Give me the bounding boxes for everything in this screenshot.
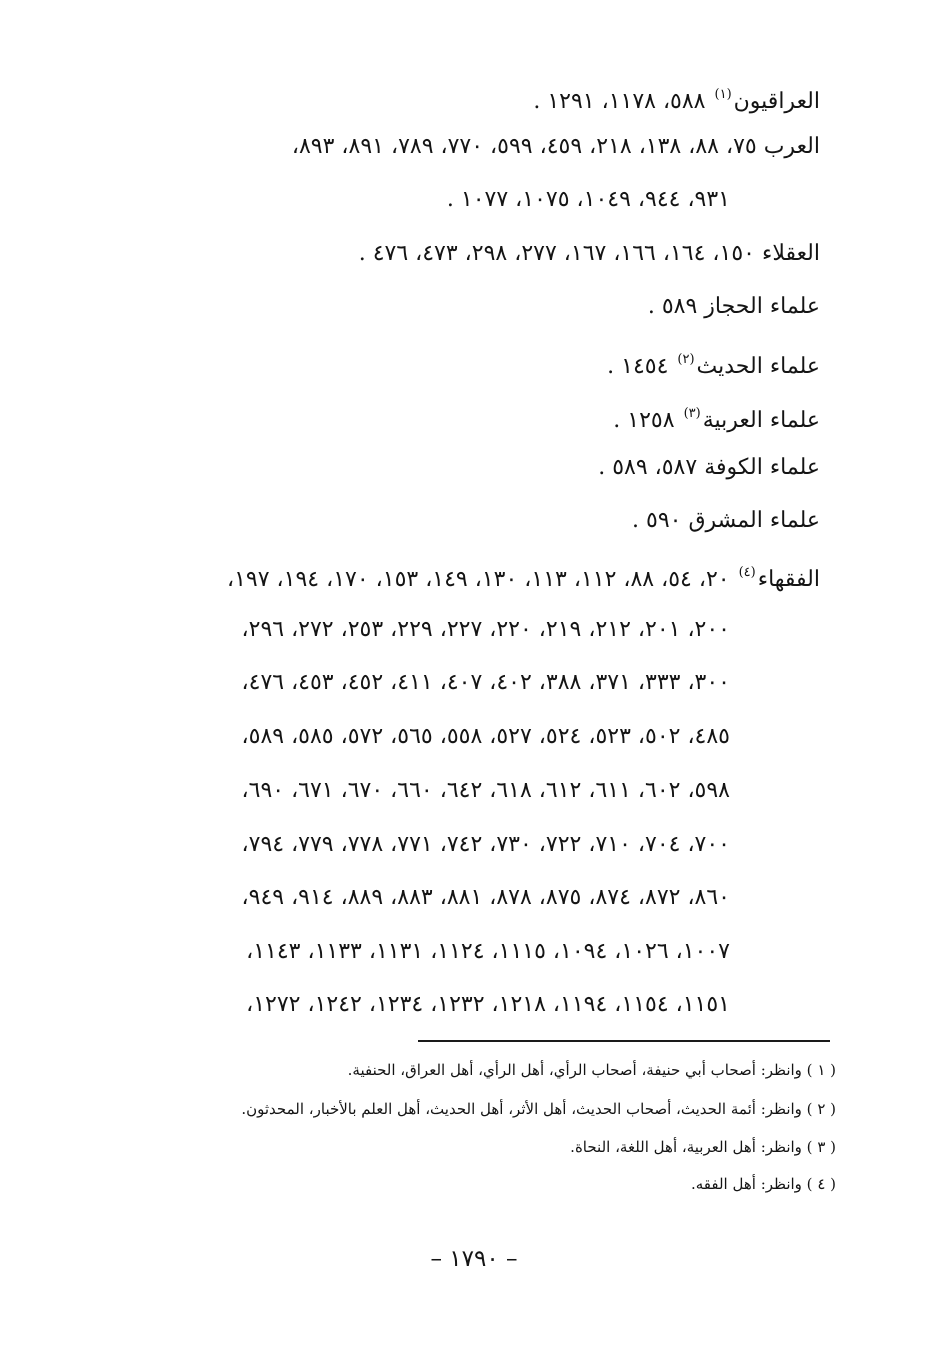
footnote: ( ١ ) وانظر: أصحاب أبي حنيفة، أصحاب الرأي، أهل الرأي، أهل العراق، الحنفية. (347, 1061, 836, 1079)
entry-refs: ١٥٠، ١٦٤، ١٦٦، ١٦٧، ٢٧٧، ٢٩٨، ٤٧٣، ٤٧٦ . (358, 241, 755, 266)
entry-refs: ٤٨٥، ٥٠٢، ٥٢٣، ٥٢٤، ٥٢٧، ٥٥٨، ٥٦٥، ٥٧٢، ٥٨٥، ٥٨٩، (241, 724, 730, 749)
entry-refs: ٣٠٠، ٣٣٣، ٣٧١، ٣٨٨، ٤٠٢، ٤٠٧، ٤١١، ٤٥٢، ٤٥٣، ٤٧٦، (241, 670, 730, 695)
footnote-mark: (٤) (738, 565, 756, 580)
index-entry-continuation (100, 774, 730, 808)
footnote: ( ٤ ) وانظر: أهل الفقه. (691, 1175, 836, 1193)
index-entry (100, 78, 820, 119)
entry-term: علماء الحديث (696, 354, 820, 379)
index-entry (100, 343, 820, 384)
index-entry-continuation (100, 935, 730, 969)
entry-refs: ٧٥، ٨٨، ١٣٨، ٢١٨، ٤٥٩، ٥٩٩، ٧٧٠، ٧٨٩، ٨٩١، ٨٩٣، (291, 134, 757, 159)
footnote-mark: (٣) (683, 406, 701, 421)
entry-term: العرب (763, 134, 820, 159)
entry-refs: ٥٨٩ . (647, 294, 698, 319)
entry-refs: ١٤٥٤ . (607, 354, 669, 379)
entry-term: العقلاء (761, 241, 820, 266)
index-entry (100, 504, 820, 538)
footnote: ( ٣ ) وانظر: أهل العربية، أهل اللغة، النحاة. (570, 1138, 836, 1156)
entry-refs: ١١٥١، ١١٥٤، ١١٩٤، ١٢١٨، ١٢٣٢، ١٢٣٤، ١٢٤٢، ١٢٧٢، (246, 992, 730, 1017)
entry-term: الفقهاء (757, 567, 820, 592)
entry-refs: ٨٦٠، ٨٧٢، ٨٧٤، ٨٧٥، ٨٧٨، ٨٨١، ٨٨٣، ٨٨٩، ٩١٤، ٩٤٩، (241, 885, 730, 910)
entry-refs: ٩٣١، ٩٤٤، ١٠٤٩، ١٠٧٥، ١٠٧٧ . (446, 187, 730, 212)
index-entry-continuation (100, 988, 730, 1022)
entry-refs: ٥٨٧، ٥٨٩ . (598, 455, 698, 480)
index-entry-continuation (100, 828, 730, 862)
entry-refs: ٢٠، ٥٤، ٨٨، ١١٢، ١١٣، ١٣٠، ١٤٩، ١٥٣، ١٧٠، ١٩٤، ١٩٧، (227, 567, 730, 592)
footnote-mark: (١) (714, 87, 732, 102)
index-entry (100, 556, 820, 597)
footnote-separator (418, 1040, 830, 1042)
index-entry-continuation (100, 183, 730, 217)
index-entry (100, 451, 820, 485)
footnote-mark: (٢) (677, 352, 695, 367)
entry-refs: ٧٠٠، ٧٠٤، ٧١٠، ٧٢٢، ٧٣٠، ٧٤٢، ٧٧١، ٧٧٨، ٧٧٩، ٧٩٤، (241, 832, 730, 857)
index-entry-continuation (100, 720, 730, 754)
footnote: ( ٢ ) وانظر: أئمة الحديث، أصحاب الحديث، أهل الأثر، أهل الحديث، أهل العلم بالأخبار، المحدثون. (241, 1100, 836, 1118)
index-entry-continuation (100, 613, 730, 647)
entry-term: علماء الكوفة (704, 455, 820, 480)
entry-refs: ٥٩٠ . (632, 508, 682, 533)
index-entry (100, 237, 820, 271)
entry-refs: ١٠٠٧، ١٠٢٦، ١٠٩٤، ١١١٥، ١١٢٤، ١١٣١، ١١٣٣، ١١٤٣، (246, 939, 730, 964)
entry-term: علماء العربية (702, 408, 820, 433)
index-entry-continuation (100, 666, 730, 700)
entry-refs: ٢٠٠، ٢٠١، ٢١٢، ٢١٩، ٢٢٠، ٢٢٧، ٢٢٩، ٢٥٣، ٢٧٢، ٢٩٦، (241, 617, 730, 642)
entry-term: علماء الحجاز (704, 294, 820, 319)
index-entry (100, 130, 820, 164)
entry-refs: ١٢٥٨ . (613, 408, 675, 433)
index-entry-continuation (100, 881, 730, 915)
entry-term: العراقيون (733, 89, 820, 114)
index-entry (100, 397, 820, 438)
index-entry (100, 290, 820, 324)
entry-refs: ٥٩٨، ٦٠٢، ٦١١، ٦١٢، ٦١٨، ٦٤٢، ٦٦٠، ٦٧٠، ٦٧١، ٦٩٠، (241, 778, 730, 803)
entry-term: علماء المشرق (688, 508, 820, 533)
page-number: – ١٧٩٠ – (430, 1246, 518, 1272)
entry-refs: ٥٨٨، ١١٧٨، ١٢٩١ . (533, 89, 706, 114)
